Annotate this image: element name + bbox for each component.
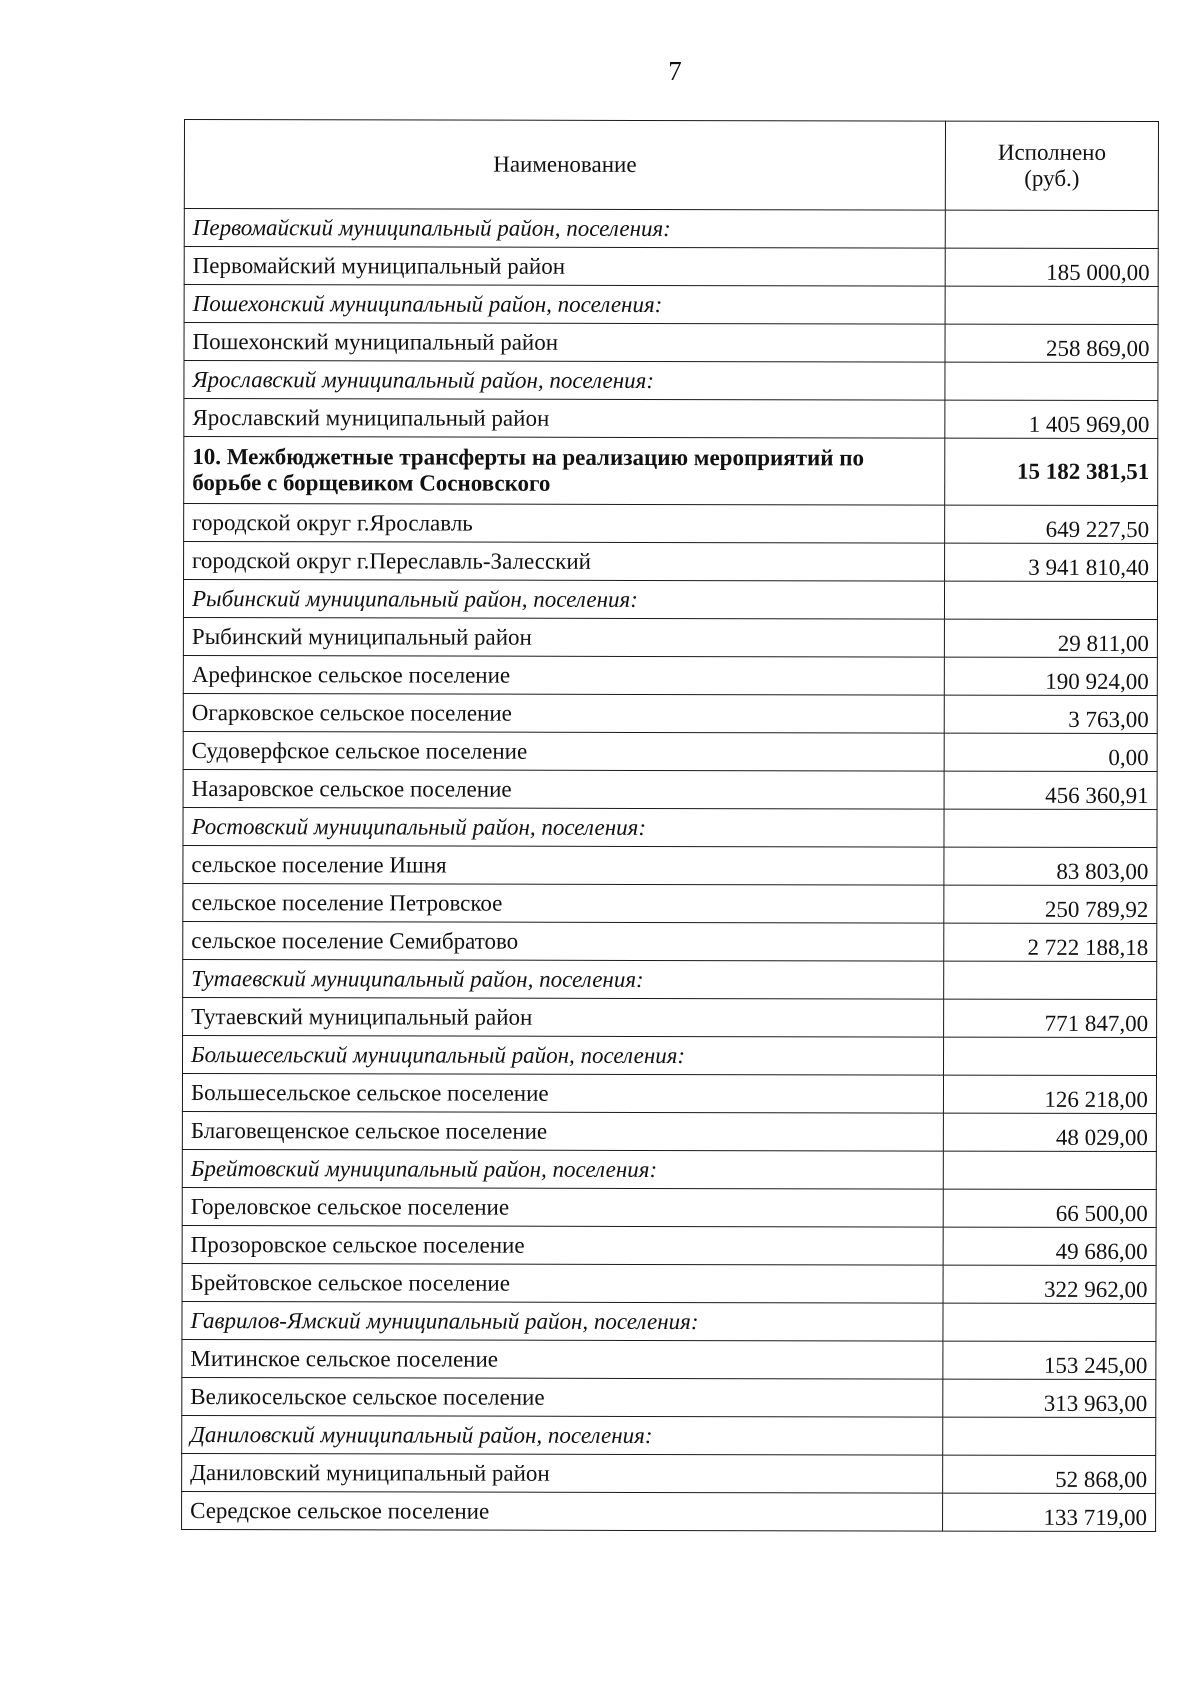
row-name: Пошехонский муниципальный район, поселения: [184,285,945,325]
table-row [182,1339,1156,1379]
column-header-amount-text: Исполнено (руб.) [997,139,1107,191]
row-name: сельское поселение Ишня [183,845,944,885]
table-row [184,542,1158,582]
row-amount: 126 218,00 [943,1075,1156,1113]
table-group-row [183,807,1157,847]
row-name: Первомайский муниципальный район, поселения: [184,209,945,249]
column-header-name: Наименование [184,120,945,211]
table-row [184,247,1158,287]
table-row [183,693,1157,733]
row-name: Великосельское сельское поселение [182,1377,943,1417]
row-amount [945,210,1158,248]
table-row [183,883,1157,923]
row-name: Огарковское сельское поселение [183,693,944,733]
table-row [182,1187,1156,1227]
row-amount [945,362,1158,400]
row-amount: 1 405 969,00 [945,400,1158,438]
row-amount [943,1303,1156,1341]
row-name: Рыбинский муниципальный район [183,617,944,657]
row-amount: 29 811,00 [944,619,1157,657]
row-name: Середское сельское поселение [182,1491,943,1531]
row-name: Ростовский муниципальный район, поселения: [183,807,944,847]
table-row [183,731,1157,771]
row-name: Брейтовское сельское поселение [182,1263,943,1303]
table-row [183,655,1157,695]
row-name: Большесельский муниципальный район, поселения: [183,1035,944,1075]
table-body [182,209,1159,1532]
row-amount: 771 847,00 [944,999,1157,1037]
row-name: Гореловское сельское поселение [182,1187,943,1227]
row-name: Гаврилов-Ямский муниципальный район, поселения: [182,1301,943,1341]
row-name: Судоверфское сельское поселение [183,731,944,771]
table-group-row [184,361,1158,401]
table-row [183,845,1157,885]
row-amount: 3 763,00 [944,695,1157,733]
row-amount: 153 245,00 [943,1341,1156,1379]
row-name: Даниловский муниципальный район [182,1453,943,1493]
row-name: Митинское сельское поселение [182,1339,943,1379]
table-group-row [183,1035,1157,1075]
row-amount: 133 719,00 [943,1493,1156,1531]
row-name: сельское поселение Петровское [183,883,944,923]
row-amount [944,961,1157,999]
row-name: Благовещенское сельское поселение [182,1111,943,1151]
table-group-row [182,1415,1156,1455]
row-amount: 649 227,50 [945,505,1158,543]
row-amount: 15 182 381,51 [945,438,1158,505]
table-group-row [182,1301,1156,1341]
table-row [184,399,1158,439]
page-number: 7 [668,56,682,86]
row-name: Ярославский муниципальный район, поселения: [184,361,945,401]
row-amount [945,286,1158,324]
row-name: городской округ г.Переславль-Залесский [184,542,945,582]
table-header-row [184,120,1158,211]
table-group-row [183,959,1157,999]
table-row [182,1263,1156,1303]
row-name: Брейтовский муниципальный район, поселения: [182,1149,943,1189]
row-amount: 258 869,00 [945,324,1158,362]
table-group-row [184,285,1158,325]
row-name: Тутаевский муниципальный район, поселения: [183,959,944,999]
row-amount: 322 962,00 [943,1265,1156,1303]
table-row [182,1111,1156,1151]
row-name: Рыбинский муниципальный район, поселения: [183,580,944,620]
table-group-row [183,580,1157,620]
table-row [183,617,1157,657]
row-amount [943,1151,1156,1189]
row-amount: 83 803,00 [944,847,1157,885]
row-name: Назаровское сельское поселение [183,769,944,809]
table-row [182,1377,1156,1417]
row-amount: 66 500,00 [943,1189,1156,1227]
row-name: 10. Межбюджетные трансферты на реализацию мероприятий по борьбе с борщевиком Сосновского [184,437,945,506]
table-row [183,769,1157,809]
row-amount [944,581,1157,619]
row-amount [943,1037,1156,1075]
row-name: Даниловский муниципальный район, поселения: [182,1415,943,1455]
row-amount: 2 722 188,18 [944,923,1157,961]
row-name: Тутаевский муниципальный район [183,997,944,1037]
budget-execution-table [181,119,1159,1532]
row-name: сельское поселение Семибратово [183,921,944,961]
row-amount: 456 360,91 [944,771,1157,809]
table-group-row [184,209,1158,249]
table-row [182,1453,1156,1493]
row-amount [943,1417,1156,1455]
row-name: Пошехонский муниципальный район [184,323,945,363]
column-header-amount [945,121,1158,210]
table-row [182,1225,1156,1265]
row-name: Большесельское сельское поселение [182,1073,943,1113]
row-amount [944,809,1157,847]
row-amount: 48 029,00 [943,1113,1156,1151]
row-name: городской округ г.Ярославль [184,504,945,544]
row-amount: 250 789,92 [944,885,1157,923]
row-amount: 49 686,00 [943,1227,1156,1265]
table-row [183,997,1157,1037]
row-name: Прозоровское сельское поселение [182,1225,943,1265]
row-name: Арефинское сельское поселение [183,655,944,695]
row-amount: 185 000,00 [945,248,1158,286]
table-group-row [182,1149,1156,1189]
row-name: Первомайский муниципальный район [184,247,945,287]
row-amount: 3 941 810,40 [945,543,1158,581]
table-row [183,921,1157,961]
row-amount: 313 963,00 [943,1379,1156,1417]
table-row [184,323,1158,363]
row-amount: 0,00 [944,733,1157,771]
table-row [184,504,1158,544]
row-amount: 52 868,00 [943,1455,1156,1493]
table-section-row [184,437,1158,506]
row-amount: 190 924,00 [944,657,1157,695]
table-row [182,1073,1156,1113]
table-row [182,1491,1156,1531]
row-name: Ярославский муниципальный район [184,399,945,439]
